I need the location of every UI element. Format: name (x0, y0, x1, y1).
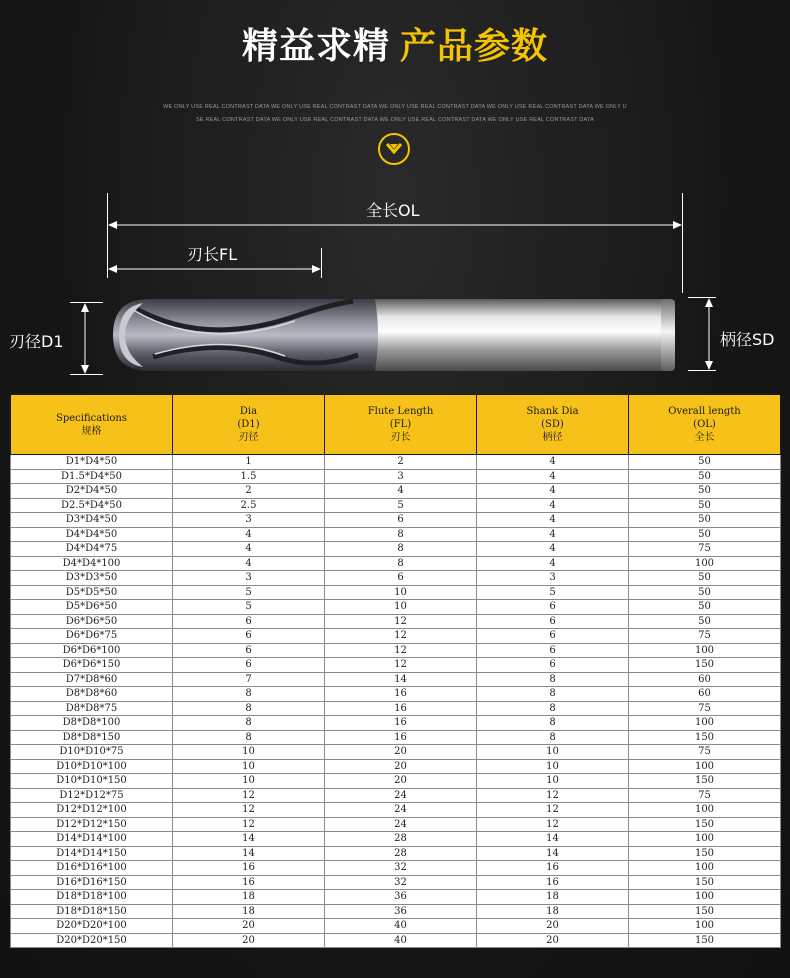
header-cn-text: 刃长 (390, 432, 411, 443)
table-cell: 20 (477, 933, 629, 948)
header-cn-text: 规格 (81, 425, 102, 437)
table-cell: 10 (477, 759, 629, 774)
table-cell: 6 (173, 629, 325, 644)
table-cell: 8 (325, 527, 477, 542)
table-cell: 50 (629, 484, 781, 499)
ol-right-extension (682, 193, 683, 293)
table-cell: 60 (629, 672, 781, 687)
table-cell: 24 (325, 788, 477, 803)
table-row (11, 730, 781, 745)
table-cell: D10*D10*150 (11, 774, 173, 789)
table-cell: D3*D3*50 (11, 571, 173, 586)
table-cell: 16 (477, 861, 629, 876)
table-cell: 5 (173, 600, 325, 615)
table-cell: D6*D6*50 (11, 614, 173, 629)
spec-table (10, 394, 781, 948)
table-cell: 8 (477, 687, 629, 702)
table-cell: 4 (173, 542, 325, 557)
table-cell: 100 (629, 716, 781, 731)
table-row (11, 556, 781, 571)
table-cell: 12 (325, 658, 477, 673)
header-cn-text: 柄径 (542, 432, 563, 443)
header-cn-text: 全长 (694, 432, 715, 443)
table-cell: D14*D14*100 (11, 832, 173, 847)
table-cell: 24 (325, 817, 477, 832)
table-cell: 4 (477, 556, 629, 571)
table-row (11, 469, 781, 484)
table-cell: D18*D18*150 (11, 904, 173, 919)
table-cell: D16*D16*100 (11, 861, 173, 876)
table-cell: 8 (325, 542, 477, 557)
table-cell: 12 (325, 643, 477, 658)
table-cell: 20 (325, 774, 477, 789)
table-cell: D4*D4*75 (11, 542, 173, 557)
table-cell: D12*D12*100 (11, 803, 173, 818)
table-cell: 7 (173, 672, 325, 687)
table-cell: 16 (173, 861, 325, 876)
table-cell: 16 (173, 875, 325, 890)
table-cell: 8 (325, 556, 477, 571)
table-cell: 10 (477, 745, 629, 760)
table-cell: 18 (477, 890, 629, 905)
table-cell: 40 (325, 933, 477, 948)
table-cell: D6*D6*100 (11, 643, 173, 658)
table-row (11, 513, 781, 528)
table-row (11, 484, 781, 499)
header-en-text: Shank Dia (526, 406, 579, 417)
table-row (11, 614, 781, 629)
table-cell: 75 (629, 701, 781, 716)
table-cell: 12 (477, 788, 629, 803)
header-en-text: Overall length (668, 406, 741, 417)
table-cell: 32 (325, 861, 477, 876)
table-cell: 16 (325, 701, 477, 716)
table-cell: 50 (629, 585, 781, 600)
table-cell: 4 (477, 542, 629, 557)
table-cell: 75 (629, 788, 781, 803)
table-cell: D3*D4*50 (11, 513, 173, 528)
column-header-specifications (11, 395, 173, 455)
table-cell: D8*D8*60 (11, 687, 173, 702)
table-cell: 10 (325, 600, 477, 615)
table-cell: 28 (325, 846, 477, 861)
shank-dia-label: 柄径SD (720, 330, 775, 349)
table-cell: 40 (325, 919, 477, 934)
table-cell: 8 (477, 730, 629, 745)
table-cell: 6 (325, 513, 477, 528)
table-cell: 2 (325, 455, 477, 470)
table-cell: D20*D20*150 (11, 933, 173, 948)
header-code-text: (D1) (237, 419, 260, 430)
table-cell: 28 (325, 832, 477, 847)
watermark-note (160, 101, 630, 127)
title-white: 精益求精 (241, 26, 390, 67)
header-code-text: (SD) (541, 419, 564, 430)
table-cell: 14 (173, 846, 325, 861)
table-cell: 150 (629, 875, 781, 890)
table-cell: 16 (325, 687, 477, 702)
table-cell: 50 (629, 600, 781, 615)
table-cell: 4 (477, 498, 629, 513)
table-cell: D18*D18*100 (11, 890, 173, 905)
table-row (11, 890, 781, 905)
table-cell: 4 (325, 484, 477, 499)
table-cell: 12 (173, 788, 325, 803)
table-cell: 10 (173, 759, 325, 774)
table-cell: 8 (477, 672, 629, 687)
table-row (11, 716, 781, 731)
table-cell: 150 (629, 933, 781, 948)
table-cell: 75 (629, 542, 781, 557)
table-cell: 36 (325, 890, 477, 905)
table-cell: D7*D8*60 (11, 672, 173, 687)
table-row (11, 571, 781, 586)
table-cell: 5 (325, 498, 477, 513)
table-cell: 20 (173, 919, 325, 934)
table-row (11, 759, 781, 774)
note-line-2: SE REAL CONTRAST DATA WE ONLY USE REAL CONTRAST DATA WE ONLY USE REAL CONTRAST DATA WE ONLY USE REAL CONTRAST DATA (196, 117, 594, 123)
table-cell: D8*D8*100 (11, 716, 173, 731)
table-cell: 6 (477, 658, 629, 673)
table-row (11, 846, 781, 861)
table-cell: 8 (477, 701, 629, 716)
table-cell: 8 (173, 701, 325, 716)
table-cell: 12 (325, 629, 477, 644)
table-row (11, 658, 781, 673)
dia-arrow (78, 302, 92, 375)
table-row (11, 933, 781, 948)
table-cell: 12 (173, 803, 325, 818)
table-cell: 150 (629, 774, 781, 789)
table-cell: 14 (173, 832, 325, 847)
table-row (11, 542, 781, 557)
table-cell: 2.5 (173, 498, 325, 513)
table-cell: 4 (477, 469, 629, 484)
table-row (11, 701, 781, 716)
table-cell: D5*D6*50 (11, 600, 173, 615)
table-cell: D12*D12*75 (11, 788, 173, 803)
header-en-text: Dia (239, 406, 258, 417)
column-header-dia (173, 395, 325, 455)
table-row (11, 527, 781, 542)
table-cell: 10 (173, 774, 325, 789)
table-cell: 3 (477, 571, 629, 586)
table-header-row (11, 395, 781, 455)
table-cell: 50 (629, 571, 781, 586)
table-cell: 3 (173, 571, 325, 586)
header-en-text: Flute Length (367, 406, 434, 417)
table-cell: 24 (325, 803, 477, 818)
table-cell: 60 (629, 687, 781, 702)
table-cell: 50 (629, 513, 781, 528)
table-cell: D6*D6*75 (11, 629, 173, 644)
header-code-text: (FL) (389, 419, 412, 430)
note-line-1: WE ONLY USE REAL CONTRAST DATA WE ONLY USE REAL CONTRAST DATA WE ONLY USE REAL CONTRAST DATA WE ONLY USE REAL CONTRAST DATA WE ONLY U (163, 104, 627, 110)
table-cell: 18 (477, 904, 629, 919)
overall-length-label: 全长OL (366, 201, 420, 220)
table-cell: 100 (629, 832, 781, 847)
table-row (11, 498, 781, 513)
table-cell: 1.5 (173, 469, 325, 484)
table-cell: 16 (325, 730, 477, 745)
chevron-down-icon (378, 133, 410, 165)
table-cell: D8*D8*75 (11, 701, 173, 716)
table-cell: 14 (477, 832, 629, 847)
table-cell: D10*D10*75 (11, 745, 173, 760)
table-cell: 20 (325, 745, 477, 760)
table-cell: 10 (477, 774, 629, 789)
table-row (11, 788, 781, 803)
ball-end-mill-image (113, 297, 675, 373)
table-row (11, 600, 781, 615)
table-cell: 50 (629, 469, 781, 484)
table-cell: 12 (325, 614, 477, 629)
page-title (0, 18, 790, 69)
table-cell: 10 (173, 745, 325, 760)
table-cell: 50 (629, 455, 781, 470)
table-cell: 4 (477, 527, 629, 542)
title-yellow: 产品参数 (400, 26, 549, 67)
table-cell: 100 (629, 803, 781, 818)
table-cell: 32 (325, 875, 477, 890)
table-cell: 12 (477, 817, 629, 832)
table-cell: 4 (477, 484, 629, 499)
table-cell: 14 (325, 672, 477, 687)
table-cell: 6 (173, 658, 325, 673)
table-row (11, 687, 781, 702)
table-cell: D16*D16*150 (11, 875, 173, 890)
table-cell: D1.5*D4*50 (11, 469, 173, 484)
table-row (11, 861, 781, 876)
table-row (11, 832, 781, 847)
table-row (11, 774, 781, 789)
table-cell: 16 (325, 716, 477, 731)
table-cell: 100 (629, 861, 781, 876)
header-cn-text: 刃径 (238, 432, 259, 443)
column-header-flute-length (325, 395, 477, 455)
table-cell: 75 (629, 745, 781, 760)
table-cell: D2.5*D4*50 (11, 498, 173, 513)
table-cell: D8*D8*150 (11, 730, 173, 745)
table-cell: 4 (173, 556, 325, 571)
column-header-shank-dia (477, 395, 629, 455)
shank-dia-arrow (702, 297, 716, 371)
table-cell: 75 (629, 629, 781, 644)
table-cell: 100 (629, 890, 781, 905)
table-cell: 50 (629, 527, 781, 542)
table-cell: 6 (173, 614, 325, 629)
table-cell: 100 (629, 919, 781, 934)
table-cell: 8 (173, 730, 325, 745)
table-cell: 3 (173, 513, 325, 528)
table-cell: 6 (477, 629, 629, 644)
dia-label: 刃径D1 (9, 332, 64, 351)
table-cell: 4 (173, 527, 325, 542)
table-cell: 8 (477, 716, 629, 731)
table-row (11, 585, 781, 600)
table-cell: 100 (629, 759, 781, 774)
table-cell: 36 (325, 904, 477, 919)
table-cell: 2 (173, 484, 325, 499)
table-cell: 6 (325, 571, 477, 586)
table-cell: 5 (173, 585, 325, 600)
table-cell: 10 (325, 585, 477, 600)
table-cell: 150 (629, 730, 781, 745)
table-cell: 150 (629, 817, 781, 832)
table-cell: 100 (629, 643, 781, 658)
table-row (11, 803, 781, 818)
table-cell: D6*D6*150 (11, 658, 173, 673)
table-cell: D10*D10*100 (11, 759, 173, 774)
table-cell: D20*D20*100 (11, 919, 173, 934)
table-cell: 150 (629, 658, 781, 673)
table-cell: 12 (477, 803, 629, 818)
table-cell: 18 (173, 890, 325, 905)
table-cell: 20 (325, 759, 477, 774)
table-cell: 6 (477, 643, 629, 658)
header-code-text: (OL) (693, 419, 716, 430)
table-row (11, 875, 781, 890)
table-cell: 150 (629, 846, 781, 861)
table-body (11, 455, 781, 948)
table-row (11, 455, 781, 470)
table-cell: D1*D4*50 (11, 455, 173, 470)
table-cell: D2*D4*50 (11, 484, 173, 499)
table-cell: 14 (477, 846, 629, 861)
table-row (11, 904, 781, 919)
header-en-text: Specifications (55, 412, 127, 424)
table-cell: 150 (629, 904, 781, 919)
table-cell: D4*D4*50 (11, 527, 173, 542)
table-cell: 18 (173, 904, 325, 919)
table-cell: 50 (629, 498, 781, 513)
table-row (11, 745, 781, 760)
table-cell: D12*D12*150 (11, 817, 173, 832)
table-cell: 8 (173, 716, 325, 731)
table-cell: 50 (629, 614, 781, 629)
table-cell: 5 (477, 585, 629, 600)
table-cell: 16 (477, 875, 629, 890)
table-row (11, 919, 781, 934)
flute-length-label: 刃长FL (187, 245, 238, 264)
table-cell: D4*D4*100 (11, 556, 173, 571)
table-cell: 6 (477, 600, 629, 615)
table-row (11, 643, 781, 658)
table-cell: 20 (173, 933, 325, 948)
table-cell: 20 (477, 919, 629, 934)
table-cell: D5*D5*50 (11, 585, 173, 600)
table-row (11, 817, 781, 832)
table-cell: D14*D14*150 (11, 846, 173, 861)
table-cell: 8 (173, 687, 325, 702)
table-row (11, 672, 781, 687)
table-cell: 1 (173, 455, 325, 470)
column-header-overall-length (629, 395, 781, 455)
table-cell: 4 (477, 513, 629, 528)
table-cell: 4 (477, 455, 629, 470)
table-row (11, 629, 781, 644)
table-cell: 6 (477, 614, 629, 629)
table-cell: 12 (173, 817, 325, 832)
table-cell: 6 (173, 643, 325, 658)
table-cell: 100 (629, 556, 781, 571)
table-cell: 3 (325, 469, 477, 484)
